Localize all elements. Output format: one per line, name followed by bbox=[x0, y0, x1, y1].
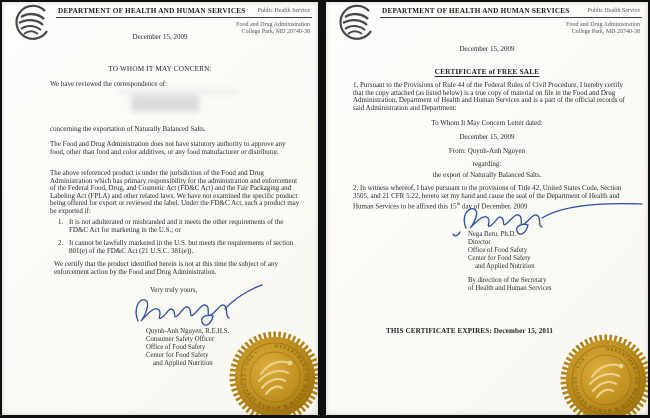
gold-seal bbox=[559, 333, 648, 415]
ref-line-from: From: Quynh-Anh Nguyen bbox=[448, 147, 526, 155]
certify-paragraph: We certify that the product identified herein is not at this time the subject of any enforcement action by the Food and Drug Administration. bbox=[54, 260, 278, 276]
signer-office: Office of Food Safety bbox=[468, 247, 528, 254]
signer-center: Center for Food Safety bbox=[146, 352, 209, 359]
department-title: DEPARTMENT OF HEALTH AND HUMAN SERVICES bbox=[58, 7, 246, 15]
letterhead-rule bbox=[56, 17, 312, 18]
signer-center2: and Applied Nutrition bbox=[153, 360, 213, 367]
intro-line: We have reviewed the correspondence of: bbox=[50, 80, 168, 88]
signer-title: Consumer Safety Officer bbox=[146, 336, 215, 343]
ref-line-regarding: regarding: bbox=[472, 160, 502, 168]
paragraph-certification: 1. Pursuant to the Provisions of Rule 44 of the Federal Rules of Civil Procedure, I hereby certify that the copy attached (as listed below) is a true copy of material on file in the Food and Drug Administration, Department of Health and Human Services and is a part of the official records of said Administration and Department: bbox=[353, 81, 626, 112]
fda-agency-line: Food and Drug Administration bbox=[566, 22, 640, 28]
signer-name: Nega Beru, Ph.D. bbox=[468, 231, 517, 238]
by-direction-line2: of Health and Human Services bbox=[468, 285, 552, 292]
redaction-strip bbox=[117, 90, 239, 94]
ordinal-superscript: th bbox=[456, 201, 461, 207]
fda-agency-line: Food and Drug Administration bbox=[236, 22, 310, 28]
gold-seal bbox=[228, 330, 318, 415]
signer-office: Office of Food Safety bbox=[146, 344, 206, 351]
closing-line: Very truly yours, bbox=[150, 286, 198, 294]
paragraph-jurisdiction: The above referenced product is under the jurisdiction of the Food and Drug Administration which has primary responsibility for the administration and enforcement of the Federal Food, Drug, and Cosmetic Act (FD&C Act) and the Fair Packaging and Labeling Act (FPLA) and other related laws. We have not examined the specific product being offered for export or reviewed the label. Under the FD&C Act, such a product may be exported if: bbox=[50, 169, 300, 215]
seal-ring-text: DEPARTMENT OF HEALTH & HUMAN SERVICES • USA • bbox=[241, 343, 309, 411]
seal-ring-text: DEPARTMENT OF HEALTH & HUMAN SERVICES • USA • bbox=[572, 346, 640, 414]
certificate-title: CERTIFICATE of FREE SALE bbox=[434, 67, 540, 76]
public-health-service-label: Public Health Service bbox=[587, 8, 640, 14]
ref-line-date: December 15, 2009 bbox=[459, 133, 515, 141]
signature bbox=[128, 281, 264, 331]
letterhead-rule bbox=[380, 17, 642, 18]
letter-page-left bbox=[2, 2, 318, 415]
letter-page-right bbox=[326, 2, 648, 415]
department-title: DEPARTMENT OF HEALTH AND HUMAN SERVICES bbox=[382, 7, 570, 15]
expiration-notice: THIS CERTIFICATE EXPIRES: December 15, 2011 bbox=[386, 327, 554, 335]
salutation: TO WHOM IT MAY CONCERN: bbox=[108, 65, 212, 73]
letter-date: December 15, 2009 bbox=[132, 33, 188, 41]
fda-address-line: College Park, MD 20740-38 bbox=[241, 29, 310, 35]
witness-text-end: day of December, 2009 bbox=[460, 202, 528, 211]
hhs-logo-icon bbox=[331, 4, 377, 42]
list-item-text: It cannot be lawfully marketed in the U.S. but meets the requirements of section 801(e) of the FD&C Act (21 U.S.C. 381(e)). bbox=[69, 239, 294, 255]
ref-line-subject: the export of Naturally Balanced Salts. bbox=[432, 171, 542, 179]
fda-address-line: College Park, MD 20740-38 bbox=[571, 29, 640, 35]
list-item-text: It is not adulterated or misbranded and it meets the other requirements of the FD&C Act for marketing in the U.S.; or bbox=[69, 218, 284, 234]
paragraph-authority: The Food and Drug Administration does not have statutory authority to approve any food, other than food and color additives, or any food manufacturer or distributor. bbox=[50, 140, 286, 156]
letter-date: December 15, 2009 bbox=[459, 45, 515, 53]
signer-center2: and Applied Nutrition bbox=[475, 263, 535, 270]
signer-title: Director bbox=[468, 239, 491, 246]
signer-name: Quynh-Anh Nguyen, R.E.H.S. bbox=[146, 328, 230, 335]
public-health-service-label: Public Health Service bbox=[257, 8, 310, 14]
signer-center: Center for Food Safety bbox=[468, 255, 531, 262]
ref-line: To Whom It May Concern Letter dated: bbox=[431, 119, 543, 127]
list-number: 2. bbox=[58, 239, 64, 247]
by-direction-line1: By direction of the Secretary bbox=[468, 277, 547, 284]
witness-text: 2. In witness whereof, I have pursuant to the provisions of Title 42, United States Code, Section 3505, and 21 CFR 5.22, hereto set my hand and cause the seal of the Department of Health and Human Services to be affixed this 15 bbox=[353, 184, 622, 211]
re-line: concerning the exportation of Naturally Balanced Salts. bbox=[50, 125, 206, 133]
redaction-box bbox=[131, 95, 199, 112]
list-number: 1. bbox=[58, 218, 64, 226]
